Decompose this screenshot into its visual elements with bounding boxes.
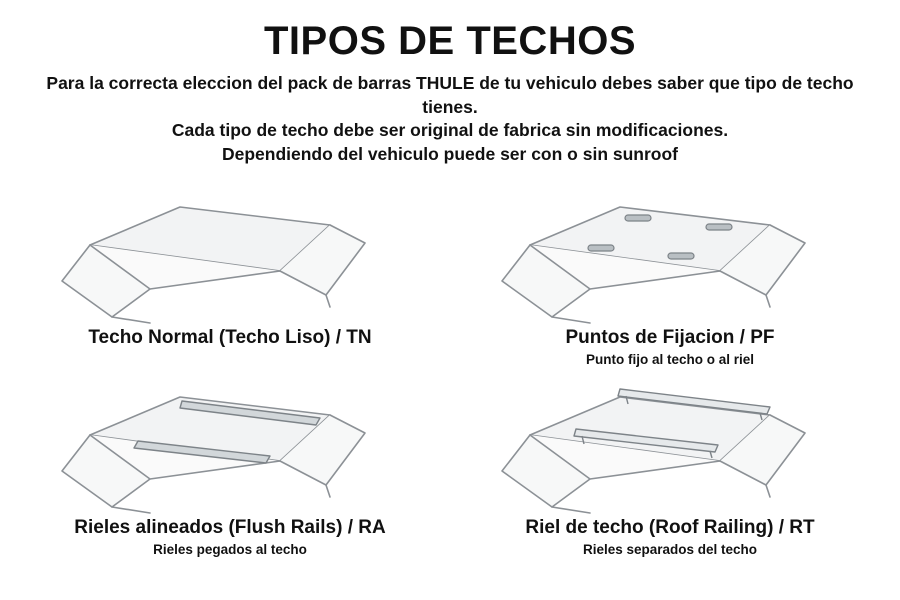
- techo-normal-caption: Techo Normal (Techo Liso) / TN: [88, 326, 372, 348]
- subtitle-line-2: Cada tipo de techo debe ser original de fabrica sin modificaciones.: [171, 120, 729, 141]
- roof-types-grid: [10, 185, 890, 565]
- page-title: TIPOS DE TECHOS: [264, 19, 636, 63]
- roof-type-card-techo-normal: [10, 185, 450, 375]
- subtitle-line-3: Dependiendo del vehiculo puede ser con o sin sunroof: [221, 143, 679, 164]
- puntos-de-fijacion-illustration: [470, 185, 870, 325]
- puntos-de-fijacion-caption: Puntos de Fijacion / PF: [565, 326, 775, 348]
- roof-type-card-rieles-alineados: [10, 375, 450, 565]
- riel-de-techo-illustration: [470, 375, 870, 515]
- roof-type-card-riel-de-techo: [450, 375, 890, 565]
- page-subtitle: [20, 72, 880, 167]
- rieles-alineados-subcaption: Rieles pegados al techo: [153, 542, 307, 558]
- rieles-alineados-illustration: [30, 375, 430, 515]
- puntos-de-fijacion-subcaption: Punto fijo al techo o al riel: [585, 352, 755, 368]
- roof-type-card-puntos-de-fijacion: [450, 185, 890, 375]
- riel-de-techo-caption: Riel de techo (Roof Railing) / RT: [525, 516, 815, 538]
- subtitle-line-1: Para la correcta eleccion del pack de barras THULE de tu vehiculo debes saber que tipo de techo tienes.: [46, 73, 854, 117]
- techo-normal-illustration: [30, 185, 430, 325]
- rieles-alineados-caption: Rieles alineados (Flush Rails) / RA: [74, 516, 386, 538]
- riel-de-techo-subcaption: Rieles separados del techo: [582, 542, 758, 558]
